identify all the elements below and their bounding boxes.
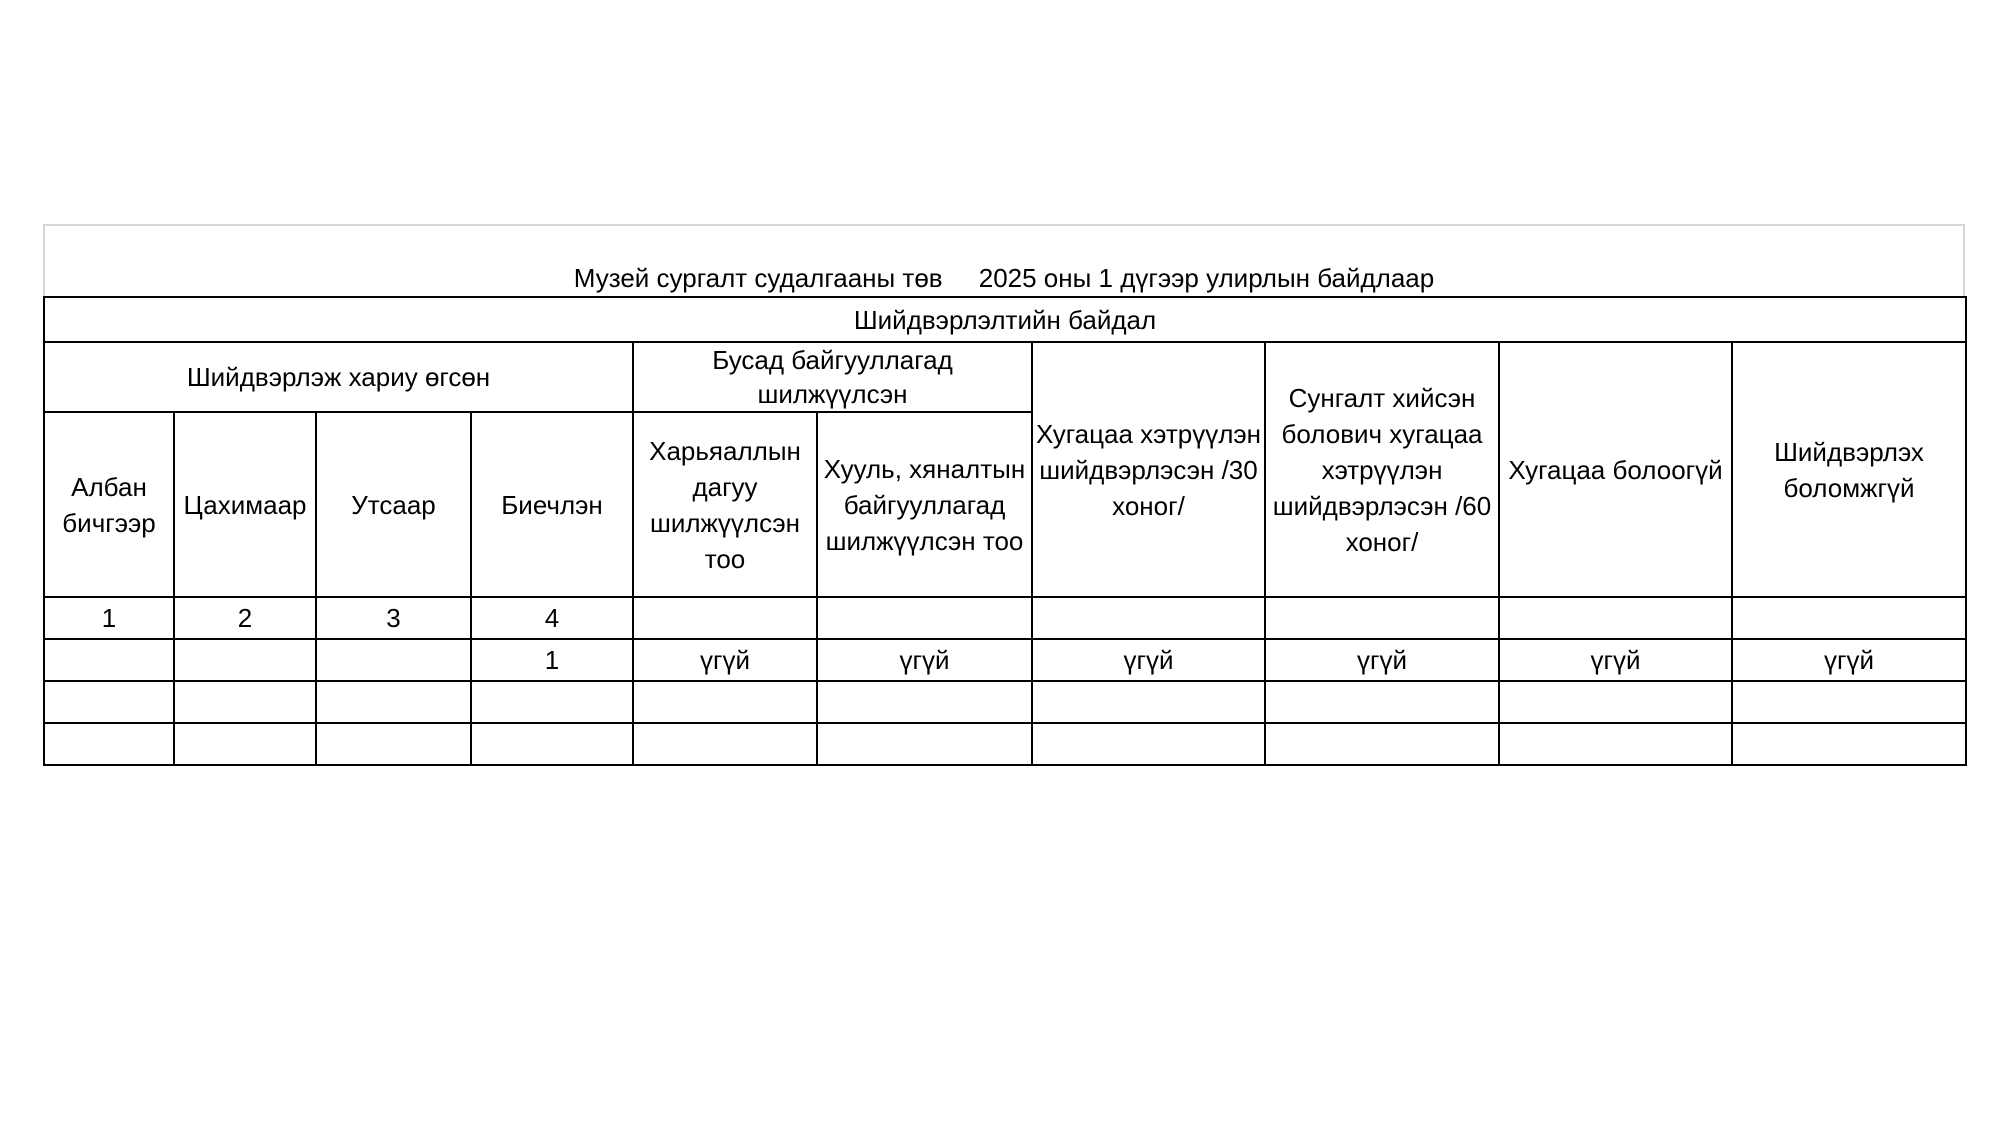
data-cell [174, 723, 316, 765]
table-row [44, 723, 1966, 765]
number-cell [1732, 597, 1966, 639]
data-cell [471, 681, 633, 723]
number-cell [817, 597, 1032, 639]
data-cell [1032, 723, 1265, 765]
data-cell [633, 723, 817, 765]
data-cell: үгүй [633, 639, 817, 681]
table-row [44, 639, 1966, 681]
number-cell: 4 [471, 597, 633, 639]
report-title: Музей сургалт судалгааны төв 2025 оны 1 дүгээр улирлын байдлаар [573, 263, 1435, 293]
data-cell [316, 723, 471, 765]
number-cell [1032, 597, 1265, 639]
number-cell: 3 [316, 597, 471, 639]
data-cell: үгүй [1499, 639, 1732, 681]
data-cell [44, 639, 174, 681]
header-sub-phone: Утсаар [316, 412, 471, 597]
data-cell [1265, 723, 1499, 765]
number-row [44, 597, 1966, 639]
header-sub-law: Хууль, хяналтын байгууллагад шилжүүлсэн тоо [817, 412, 1032, 597]
header-sub-inperson: Биечлэн [471, 412, 633, 597]
data-cell [471, 723, 633, 765]
data-cell [44, 723, 174, 765]
data-cell [1732, 681, 1966, 723]
header-sub-jurisdiction: Харьяаллын дагуу шилжүүлсэн тоо [633, 412, 817, 597]
number-cell [1265, 597, 1499, 639]
report-table [43, 296, 1967, 766]
header-sub-official: Албан бичгээр [44, 412, 174, 597]
data-cell: үгүй [1732, 639, 1966, 681]
header-col-not-due: Хугацаа болоогүй [1499, 342, 1732, 597]
table-row [44, 681, 1966, 723]
header-group-answered: Шийдвэрлэж хариу өгсөн [44, 342, 633, 412]
data-cell [316, 639, 471, 681]
header-col-extended: Хугацаа хэтрүүлэн шийдвэрлэсэн /30 хоног/ [1032, 342, 1265, 597]
data-cell [1499, 723, 1732, 765]
data-cell [1032, 681, 1265, 723]
data-cell: 1 [471, 639, 633, 681]
number-cell: 1 [44, 597, 174, 639]
header-col-prolonged: Сунгалт хийсэн болович хугацаа хэтрүүлэн шийдвэрлэсэн /60 хоног/ [1265, 342, 1499, 597]
data-cell [817, 723, 1032, 765]
data-cell [44, 681, 174, 723]
data-cell [633, 681, 817, 723]
header-sub-electronic: Цахимаар [174, 412, 316, 597]
data-cell [817, 681, 1032, 723]
number-cell [1499, 597, 1732, 639]
number-cell [633, 597, 817, 639]
data-cell [1732, 723, 1966, 765]
data-cell [316, 681, 471, 723]
data-cell [1265, 681, 1499, 723]
data-cell [1499, 681, 1732, 723]
data-cell: үгүй [1032, 639, 1265, 681]
header-group-transferred: Бусад байгууллагад шилжүүлсэн [633, 342, 1032, 412]
header-col-impossible: Шийдвэрлэх боломжгүй [1732, 342, 1966, 597]
header-main: Шийдвэрлэлтийн байдал [44, 297, 1966, 342]
data-cell [174, 681, 316, 723]
data-cell: үгүй [1265, 639, 1499, 681]
data-cell: үгүй [817, 639, 1032, 681]
data-cell [174, 639, 316, 681]
number-cell: 2 [174, 597, 316, 639]
